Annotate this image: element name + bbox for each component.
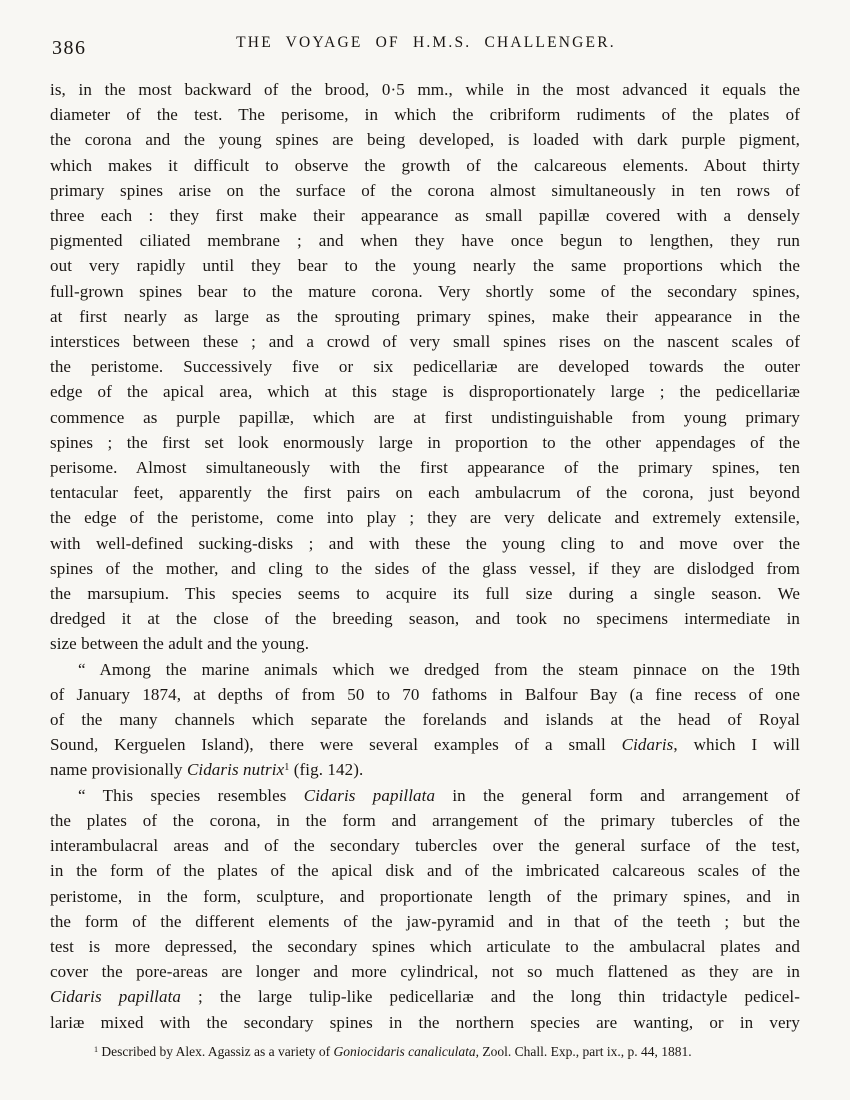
text-line: of January 1874, at depths of from 50 to 70 fathoms in Balfour Bay (a fine recess of one [50,684,800,704]
text-line: at first nearly as large as the sprouting primary spines, make their appearance in the [50,306,800,326]
text-line: Sound, Kerguelen Island), there were several examples of a small Cidaris, which I will [50,735,800,755]
text-line: interambulacral areas and of the secondary tubercles over the general surface of the test, [50,836,800,856]
text-line: which makes it difficult to observe the growth of the calcareous elements. About thirty [50,155,800,175]
text-line: the marsupium. This species seems to acquire its full size during a single season. We [50,584,800,604]
text-line: the plates of the corona, in the form and arrangement of the primary tubercles of the [50,810,800,830]
text-line: lariæ mixed with the secondary spines in the northern species are wanting, or in very [50,1012,800,1032]
paragraph-3 [50,783,800,1035]
page-number: 386 [52,37,87,59]
text-line: Cidaris papillata ; the large tulip-like pedicellariæ and the long thin tridactyle pedicel- [50,987,801,1007]
text-line: “ Among the marine animals which we dredged from the steam pinnace on the 19th [78,659,800,679]
text-line: peristome, in the form, sculpture, and proportionate length of the primary spines, and in [50,886,800,906]
text-line: edge of the apical area, which at this stage is disproportionately large ; the pedicellariæ [50,382,800,402]
text-line: three each : they first make their appearance as small papillæ covered with a densely [50,206,800,226]
text-line: dredged it at the close of the breeding season, and took no specimens intermediate in [50,609,800,629]
text-line: pigmented ciliated membrane ; and when they have once begun to lengthen, they run [50,231,800,251]
footnote [50,1043,800,1061]
text-line: out very rapidly until they bear to the young nearly the same proportions which the [50,256,800,276]
text-line: full-grown spines bear to the mature corona. Very shortly some of the secondary spines, [50,281,800,301]
text-line: is, in the most backward of the brood, 0·5 mm., while in the most advanced it equals the [50,80,800,99]
text-line: spines of the mother, and cling to the sides of the glass vessel, if they are dislodged from [50,558,800,578]
text-line: diameter of the test. The perisome, in which the cribriform rudiments of the plates of [50,105,800,125]
footnote-text: $^1$ Described by Alex. Agassiz as a variety of Goniocidaris canaliculata, Zool. Chall. Exp., part ix., p. 44, 1881. [94,1044,692,1059]
text-line: commence as purple papillæ, which are at first undistinguishable from young primary [50,407,800,427]
text-line: test is more depressed, the secondary spines which articulate to the ambulacral plates and [50,936,800,956]
paragraph-2 [50,657,800,783]
text-line: spines ; the first set look enormously large in proportion to the other appendages of the [50,432,800,452]
text-line: with well-defined sucking-disks ; and with these the young cling to and move over the [50,533,800,553]
text-line: of the many channels which separate the forelands and islands at the head of Royal [50,710,800,730]
text-line: in the form of the plates of the apical disk and of the imbricated calcareous scales of the [50,861,800,881]
running-head: THE VOYAGE OF H.M.S. CHALLENGER. [236,34,616,51]
text-line: primary spines arise on the surface of the corona almost simultaneously in ten rows of [50,180,800,200]
text-line: the peristome. Successively five or six pedicellariæ are developed towards the outer [50,357,800,377]
text-line: the form of the different elements of the jaw-pyramid and in that of the teeth ; but the [50,911,800,931]
text-body [50,77,800,1035]
text-line: cover the pore-areas are longer and more cylindrical, not so much flattened as they are in [50,962,800,982]
text-line: interstices between these ; and a crowd of very small spines rises on the nascent scales of [50,332,800,352]
text-line: the corona and the young spines are being developed, is loaded with dark purple pigment, [50,130,800,150]
text-line: “ This species resembles Cidaris papillata in the general form and arrangement of [78,785,800,805]
text-line: the edge of the peristome, come into play ; they are very delicate and extremely extensile, [50,508,800,528]
paragraph-1 [50,77,800,657]
text-line: tentacular feet, apparently the first pairs on each ambulacrum of the corona, just beyond [50,483,800,503]
text-line: size between the adult and the young. [50,634,310,654]
page-header [50,33,802,61]
text-line: name provisionally Cidaris nutrix$^1$ (fig. 142). [50,760,364,780]
text-line: perisome. Almost simultaneously with the first appearance of the primary spines, ten [50,458,800,478]
